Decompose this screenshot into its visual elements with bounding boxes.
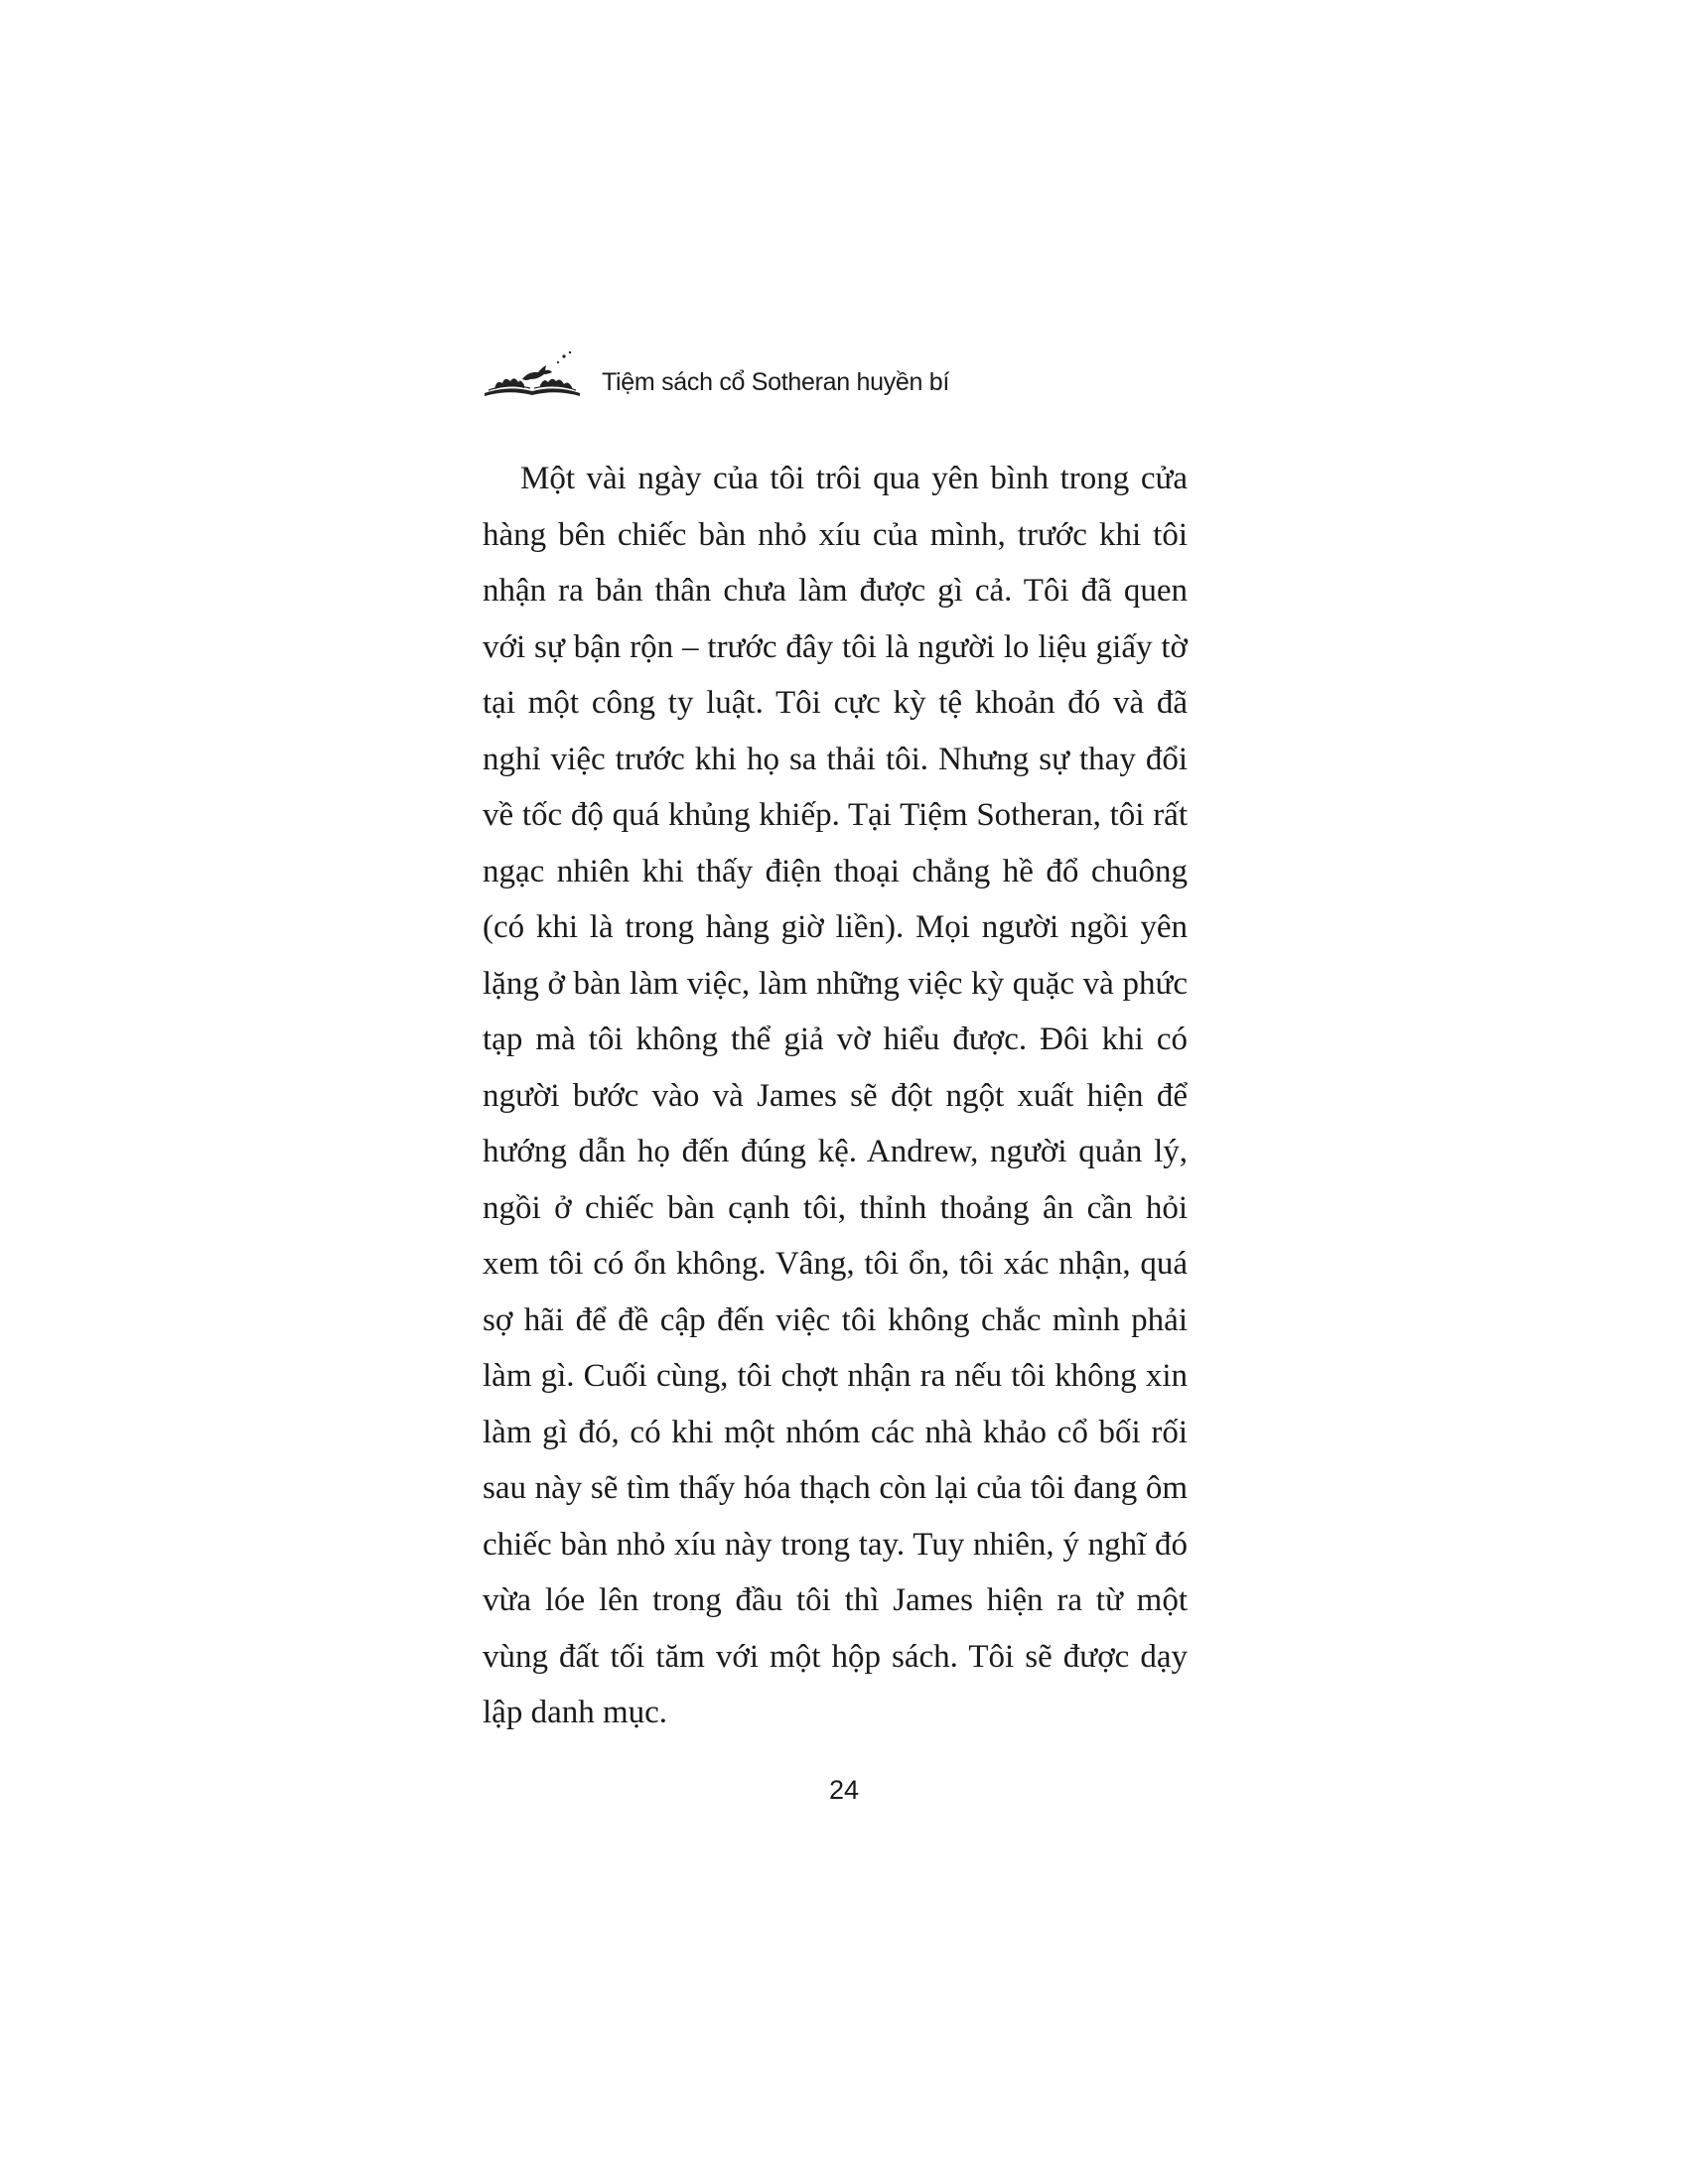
running-header [481, 349, 949, 399]
page-number: 24 [828, 1775, 860, 1805]
body-paragraph: Một vài ngày của tôi trôi qua yên bình trong cửa hàng bên chiếc bàn nhỏ xíu của mình, trước khi tôi nhận ra bản thân chưa làm được gì cả. Tôi đã quen với sự bận rộn – trước đây tôi là người lo liệu giấy tờ tại một công ty luật. Tôi cực kỳ tệ khoản đó và đã nghỉ việc trước khi họ sa thải tôi. Nhưng sự thay đổi về tốc độ quá khủng khiếp. Tại Tiệm Sotheran, tôi rất ngạc nhiên khi thấy điện thoại chẳng hề đổ chuông (có khi là trong hàng giờ liền). Mọi người ngồi yên lặng ở bàn làm việc, làm những việc kỳ quặc và phức tạp mà tôi không thể giả vờ hiểu được. Đôi khi có người bước vào và James sẽ đột ngột xuất hiện để hướng dẫn họ đến đúng kệ. Andrew, người quản lý, ngồi ở chiếc bàn cạnh tôi, thỉnh thoảng ân cần hỏi xem tôi có ổn không. Vâng, tôi ổn, tôi xác nhận, quá sợ hãi để đề cập đến việc tôi không chắc mình phải làm gì. Cuối cùng, tôi chợt nhận ra nếu tôi không xin làm gì đó, có khi một nhóm các nhà khảo cổ bối rối sau này sẽ tìm thấy hóa thạch còn lại của tôi đang ôm chiếc bàn nhỏ xíu này trong tay. Tuy nhiên, ý nghĩ đó vừa lóe lên trong đầu tôi thì James hiện ra từ một vùng đất tối tăm với một hộp sách. Tôi sẽ được dạy lập danh mục. [483, 461, 1188, 1730]
open-book-with-rabbit-icon [481, 349, 584, 399]
running-header-title: Tiệm sách cổ Sotheran huyền bí [602, 368, 949, 396]
